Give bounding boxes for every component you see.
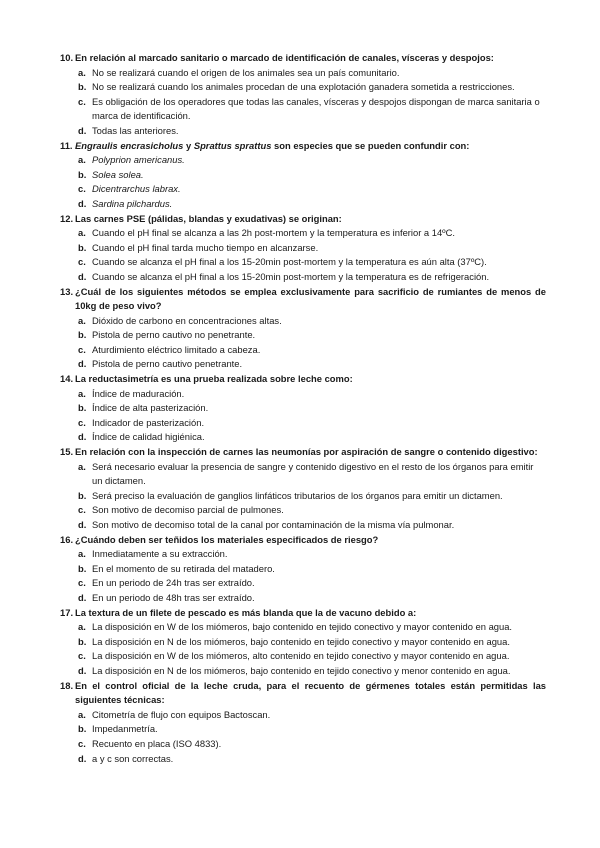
option-text: Dióxido de carbono en concentraciones altas. bbox=[92, 314, 282, 326]
option-letter: a . bbox=[78, 708, 86, 723]
question-number: 17 . bbox=[60, 606, 73, 621]
option-letter: a . bbox=[78, 460, 86, 475]
option-b bbox=[60, 80, 546, 95]
option-letter: b . bbox=[78, 489, 86, 504]
option-text: Cuando se alcanza el pH final a los 15-20min post-mortem y la temperatura es aún alta (37ºC). bbox=[92, 256, 487, 268]
option-letter: d . bbox=[78, 197, 86, 212]
question-text: ¿Cuál de los siguientes métodos se emplea exclusivamente para sacrificio de rumiantes de menos de 10kg de peso vivo? bbox=[75, 285, 546, 312]
question-heading bbox=[60, 212, 546, 227]
option-list bbox=[60, 708, 546, 766]
option-text: La disposición en W de los miómeros, bajo contenido en tejido conectivo y mayor contenido en agua. bbox=[92, 621, 513, 633]
option-text: Será preciso la evaluación de ganglios linfáticos tributarios de los órganos para emitir un dictamen. bbox=[92, 489, 503, 501]
question-14 bbox=[60, 372, 546, 445]
option-letter: d . bbox=[78, 430, 86, 445]
option-text: Solea solea. bbox=[92, 168, 144, 180]
option-list bbox=[60, 226, 546, 284]
species-name-1: Engraulis encrasicholus bbox=[75, 139, 184, 151]
option-text: No se realizará cuando el origen de los animales sea un país comunitario. bbox=[92, 66, 400, 78]
option-letter: a . bbox=[78, 153, 86, 168]
option-text: No se realizará cuando los animales procedan de una explotación ganadera sometida a restricciones. bbox=[92, 81, 515, 93]
option-text: Indicador de pasterización. bbox=[92, 416, 205, 428]
option-text: Son motivo de decomiso total de la canal por contaminación de la misma vía pulmonar. bbox=[92, 519, 455, 530]
option-text: Índice de maduración. bbox=[92, 387, 185, 399]
question-10 bbox=[60, 51, 546, 139]
option-text: Es obligación de los operadores que todas las canales, vísceras y despojos dispongan de marca sanitaria o marca de identificación. bbox=[92, 95, 540, 122]
option-text: Pistola de perno cautivo penetrante. bbox=[92, 358, 243, 370]
question-text: La reductasimetría es una prueba realizada sobre leche como: bbox=[75, 373, 353, 385]
option-text: Índice de calidad higiénica. bbox=[92, 431, 205, 443]
question-text: La textura de un filete de pescado es más blanda que la de vacuno debido a: bbox=[75, 606, 417, 618]
option-d bbox=[60, 357, 546, 372]
option-c bbox=[60, 416, 546, 431]
option-c bbox=[60, 343, 546, 358]
question-heading bbox=[60, 139, 546, 154]
option-text: La disposición en N de los miómeros, bajo contenido en tejido conectivo y mayor contenido en agua. bbox=[92, 635, 510, 647]
question-text: En el control oficial de la leche cruda, para el recuento de gérmenes totales están permitidas las siguientes técnicas: bbox=[75, 679, 546, 706]
option-letter: c . bbox=[78, 416, 86, 431]
option-a bbox=[60, 708, 546, 723]
question-heading bbox=[60, 372, 546, 387]
question-number: 11 . bbox=[60, 139, 73, 154]
option-letter: a . bbox=[78, 66, 86, 81]
option-text: Todas las anteriores. bbox=[92, 124, 179, 136]
question-heading bbox=[60, 679, 546, 708]
option-text: Son motivo de decomiso parcial de pulmones. bbox=[92, 504, 284, 516]
option-letter: c . bbox=[78, 649, 86, 664]
question-number: 10 . bbox=[60, 51, 73, 66]
option-c bbox=[60, 649, 546, 664]
question-number: 12 . bbox=[60, 212, 73, 227]
option-a bbox=[60, 620, 546, 635]
option-letter: b . bbox=[78, 168, 86, 183]
option-c bbox=[60, 737, 546, 752]
option-b bbox=[60, 241, 546, 256]
option-letter: a . bbox=[78, 387, 86, 402]
option-letter: b . bbox=[78, 328, 86, 343]
option-letter: b . bbox=[78, 241, 86, 256]
option-text: Cuando el pH final tarda mucho tiempo en alcanzarse. bbox=[92, 241, 319, 253]
option-a bbox=[60, 66, 546, 81]
option-c bbox=[60, 182, 546, 197]
question-number: 18 . bbox=[60, 679, 73, 694]
option-text: Recuento en placa (ISO 4833). bbox=[92, 737, 222, 749]
option-text: En un periodo de 48h tras ser extraído. bbox=[92, 591, 255, 603]
option-text: Impedanmetría. bbox=[92, 723, 158, 735]
option-list bbox=[60, 460, 546, 533]
option-letter: b . bbox=[78, 80, 86, 95]
question-list bbox=[60, 51, 546, 766]
option-d bbox=[60, 124, 546, 139]
species-name-2: Sprattus sprattus bbox=[193, 139, 272, 151]
option-text: La disposición en N de los miómeros, bajo contenido en tejido conectivo y menor contenido en agua. bbox=[92, 664, 511, 676]
option-text: Polyprion americanus. bbox=[92, 154, 185, 166]
option-b bbox=[60, 489, 546, 504]
option-letter: c . bbox=[78, 576, 86, 591]
option-text: Inmediatamente a su extracción. bbox=[92, 548, 228, 560]
option-b bbox=[60, 562, 546, 577]
question-heading bbox=[60, 285, 546, 314]
option-letter: d . bbox=[78, 124, 86, 139]
option-text: Índice de alta pasterización. bbox=[92, 402, 209, 414]
option-a bbox=[60, 387, 546, 402]
option-text: En el momento de su retirada del matadero. bbox=[92, 562, 275, 574]
option-d bbox=[60, 197, 546, 212]
option-text: La disposición en W de los miómeros, alto contenido en tejido conectivo y mayor contenido en agua. bbox=[92, 650, 510, 662]
question-text-conjunction: y bbox=[183, 139, 194, 151]
option-b bbox=[60, 328, 546, 343]
option-text: En un periodo de 24h tras ser extraído. bbox=[92, 577, 255, 589]
option-c bbox=[60, 503, 546, 518]
question-text: ¿Cuándo deben ser teñidos los materiales especificados de riesgo? bbox=[75, 533, 379, 545]
option-letter: c . bbox=[78, 95, 86, 110]
question-12 bbox=[60, 212, 546, 285]
option-letter: c . bbox=[78, 343, 86, 358]
option-letter: d . bbox=[78, 664, 86, 679]
option-d bbox=[60, 591, 546, 606]
option-text: Aturdimiento eléctrico limitado a cabeza. bbox=[92, 343, 261, 355]
option-letter: b . bbox=[78, 401, 86, 416]
question-heading bbox=[60, 533, 546, 548]
option-letter: a . bbox=[78, 620, 86, 635]
question-18 bbox=[60, 679, 546, 767]
option-d bbox=[60, 664, 546, 679]
option-a bbox=[60, 226, 546, 241]
option-b bbox=[60, 635, 546, 650]
option-c bbox=[60, 95, 546, 124]
option-text: Será necesario evaluar la presencia de sangre y contenido digestivo en el resto de los órganos para emitir un dictamen. bbox=[92, 460, 534, 487]
option-b bbox=[60, 722, 546, 737]
option-list bbox=[60, 153, 546, 211]
option-letter: b . bbox=[78, 562, 86, 577]
option-text: Dicentrarchus labrax. bbox=[92, 183, 181, 195]
question-17 bbox=[60, 606, 546, 679]
option-b bbox=[60, 401, 546, 416]
question-13 bbox=[60, 285, 546, 373]
option-letter: b . bbox=[78, 722, 86, 737]
option-a bbox=[60, 547, 546, 562]
question-text: En relación con la inspección de carnes las neumonías por aspiración de sangre o contenido digestivo: bbox=[75, 446, 538, 458]
option-list bbox=[60, 66, 546, 139]
question-number: 13 . bbox=[60, 285, 73, 300]
option-text: a y c son correctas. bbox=[92, 752, 174, 764]
option-letter: a . bbox=[78, 547, 86, 562]
question-number: 15 . bbox=[60, 445, 73, 460]
option-d bbox=[60, 518, 546, 533]
option-letter: d . bbox=[78, 270, 86, 285]
option-b bbox=[60, 168, 546, 183]
option-text: Sardina pilchardus. bbox=[92, 197, 173, 209]
question-text bbox=[75, 140, 469, 151]
option-letter: d . bbox=[78, 752, 86, 767]
option-c bbox=[60, 255, 546, 270]
option-letter: c . bbox=[78, 737, 86, 752]
option-text: Cuando el pH final se alcanza a las 2h post-mortem y la temperatura es inferior a 14ºC. bbox=[92, 227, 455, 239]
question-text-rest: son especies que se pueden confundir con: bbox=[271, 139, 470, 151]
option-letter: a . bbox=[78, 226, 86, 241]
question-11 bbox=[60, 139, 546, 212]
question-number: 16 . bbox=[60, 533, 73, 548]
option-d bbox=[60, 430, 546, 445]
question-text: En relación al marcado sanitario o marcado de identificación de canales, vísceras y despojos: bbox=[75, 52, 494, 63]
option-list bbox=[60, 620, 546, 678]
question-text: Las carnes PSE (pálidas, blandas y exudativas) se originan: bbox=[75, 212, 342, 224]
option-a bbox=[60, 153, 546, 168]
option-letter: d . bbox=[78, 591, 86, 606]
option-list bbox=[60, 314, 546, 372]
option-text: Cuando se alcanza el pH final a los 15-20min post-mortem y la temperatura es de refrigeración. bbox=[92, 270, 490, 282]
option-letter: d . bbox=[78, 357, 86, 372]
option-a bbox=[60, 460, 546, 489]
option-letter: b . bbox=[78, 635, 86, 650]
option-text: Citometría de flujo con equipos Bactoscan. bbox=[92, 708, 271, 720]
option-c bbox=[60, 576, 546, 591]
question-15 bbox=[60, 445, 546, 533]
option-text: Pistola de perno cautivo no penetrante. bbox=[92, 329, 256, 341]
option-letter: c . bbox=[78, 182, 86, 197]
question-heading bbox=[60, 445, 546, 460]
option-d bbox=[60, 270, 546, 285]
option-letter: c . bbox=[78, 255, 86, 270]
question-heading bbox=[60, 606, 546, 621]
option-letter: d . bbox=[78, 518, 86, 533]
option-list bbox=[60, 547, 546, 605]
option-list bbox=[60, 387, 546, 445]
option-d bbox=[60, 752, 546, 767]
option-letter: a . bbox=[78, 314, 86, 329]
option-a bbox=[60, 314, 546, 329]
question-16 bbox=[60, 533, 546, 606]
question-number: 14 . bbox=[60, 372, 73, 387]
option-letter: c . bbox=[78, 503, 86, 518]
question-heading bbox=[60, 51, 546, 66]
